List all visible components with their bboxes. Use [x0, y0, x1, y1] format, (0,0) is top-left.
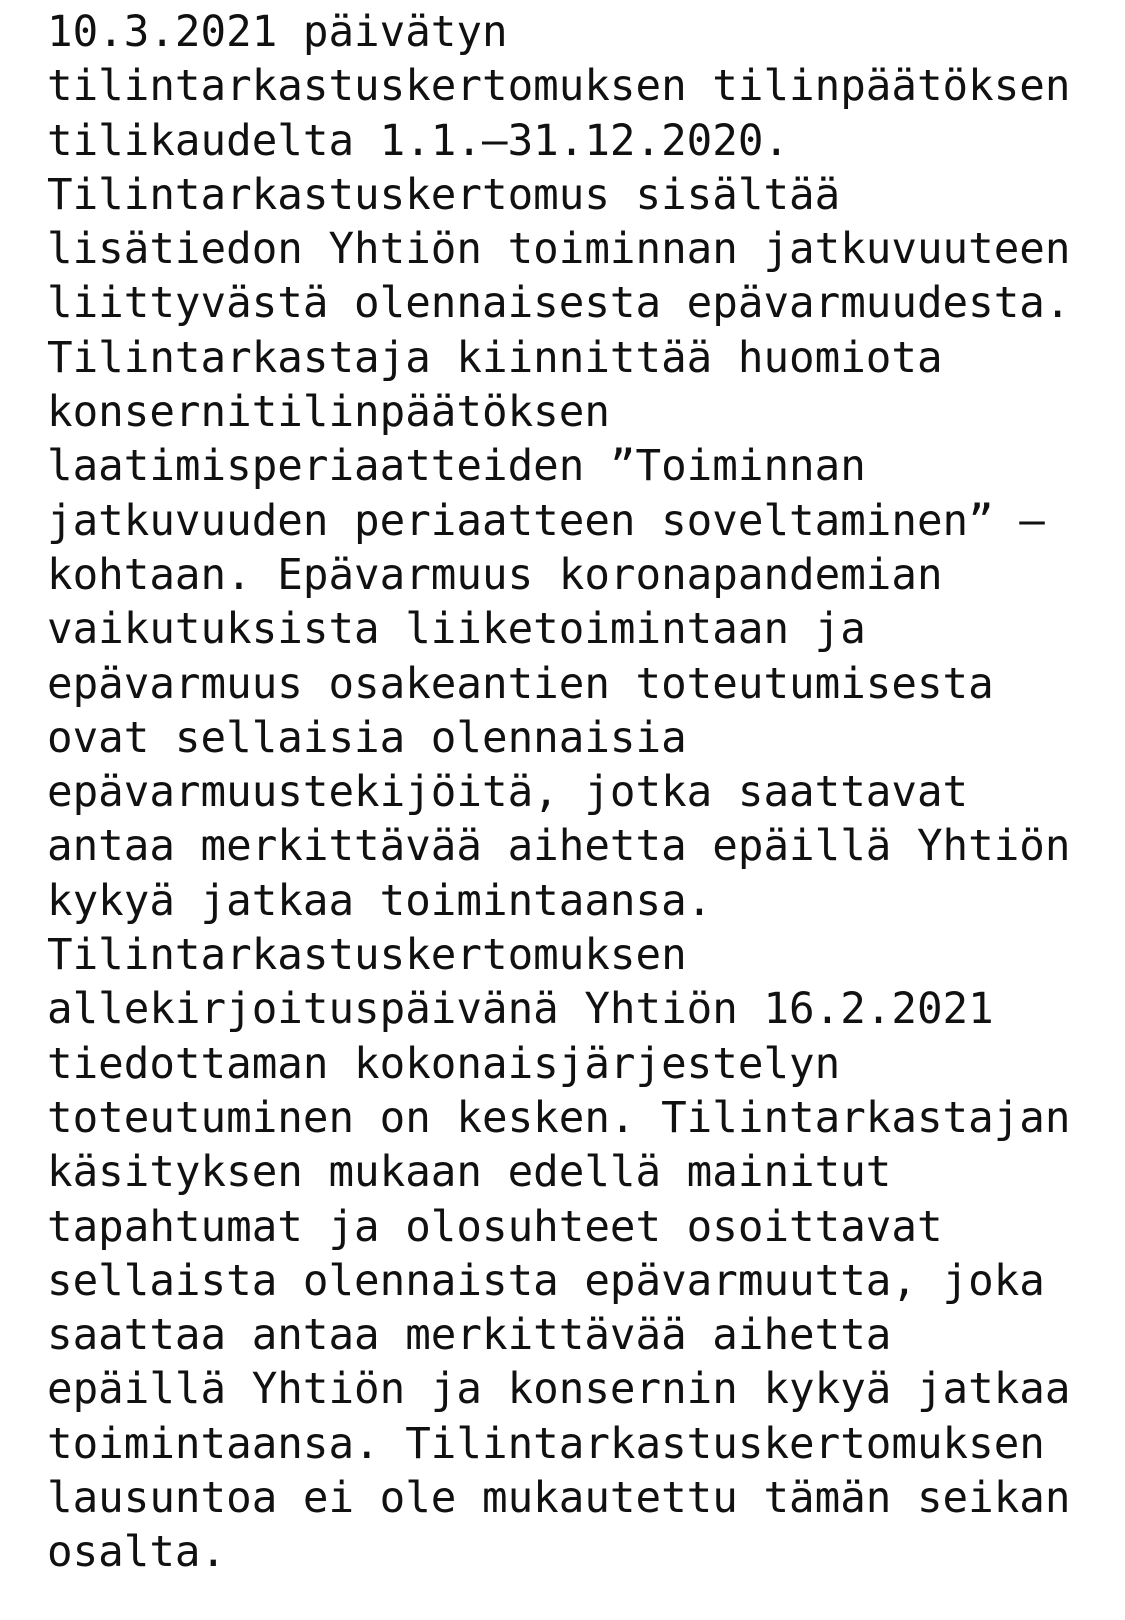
text-line: käsityksen mukaan edellä mainitut [47, 1148, 892, 1198]
text-line: allekirjoituspäivänä Yhtiön 16.2.2021 [47, 985, 994, 1035]
text-line: epäillä Yhtiön ja konsernin kykyä jatkaa [47, 1365, 1071, 1415]
text-line: epävarmuus osakeantien toteutumisesta [47, 659, 994, 709]
text-line: lausuntoa ei ole mukautettu tämän seikan [47, 1474, 1071, 1524]
text-line: toteutuminen on kesken. Tilintarkastajan [47, 1093, 1071, 1143]
text-line: tiedottaman kokonaisjärjestelyn [47, 1039, 841, 1089]
text-line: kohtaan. Epävarmuus koronapandemian [47, 550, 943, 600]
text-line: laatimisperiaatteiden ”Toiminnan [47, 442, 866, 492]
text-line: saattaa antaa merkittävää aihetta [47, 1311, 892, 1361]
text-line: 10.3.2021 päivätyn [47, 8, 508, 57]
text-line: vaikutuksista liiketoimintaan ja [47, 605, 866, 655]
text-line: liittyvästä olennaisesta epävarmuudesta. [47, 279, 1071, 329]
text-line: tilintarkastuskertomuksen tilinpäätöksen [47, 62, 1071, 112]
text-line: Tilintarkastuskertomuksen [47, 931, 687, 981]
text-line: Tilintarkastaja kiinnittää huomiota [47, 333, 943, 383]
text-line: Tilintarkastuskertomus sisältää [47, 170, 841, 220]
text-line: tilikaudelta 1.1.–31.12.2020. [47, 116, 790, 166]
document-body [47, 6, 1117, 1581]
text-line: konsernitilinpäätöksen [47, 388, 610, 438]
text-line: epävarmuustekijöitä, jotka saattavat [47, 768, 969, 818]
text-line: toimintaansa. Tilintarkastuskertomuksen [47, 1419, 1045, 1469]
text-line: tapahtumat ja olosuhteet osoittavat [47, 1202, 943, 1252]
text-line: ovat sellaisia olennaisia [47, 713, 687, 763]
text-line: osalta. [47, 1528, 227, 1578]
text-line: kykyä jatkaa toimintaansa. [47, 876, 713, 926]
text-line: jatkuvuuden periaatteen soveltaminen” – [47, 496, 1045, 546]
text-line: sellaista olennaista epävarmuutta, joka [47, 1256, 1045, 1306]
text-line: antaa merkittävää aihetta epäillä Yhtiön [47, 822, 1071, 872]
text-line: lisätiedon Yhtiön toiminnan jatkuvuuteen [47, 225, 1071, 275]
